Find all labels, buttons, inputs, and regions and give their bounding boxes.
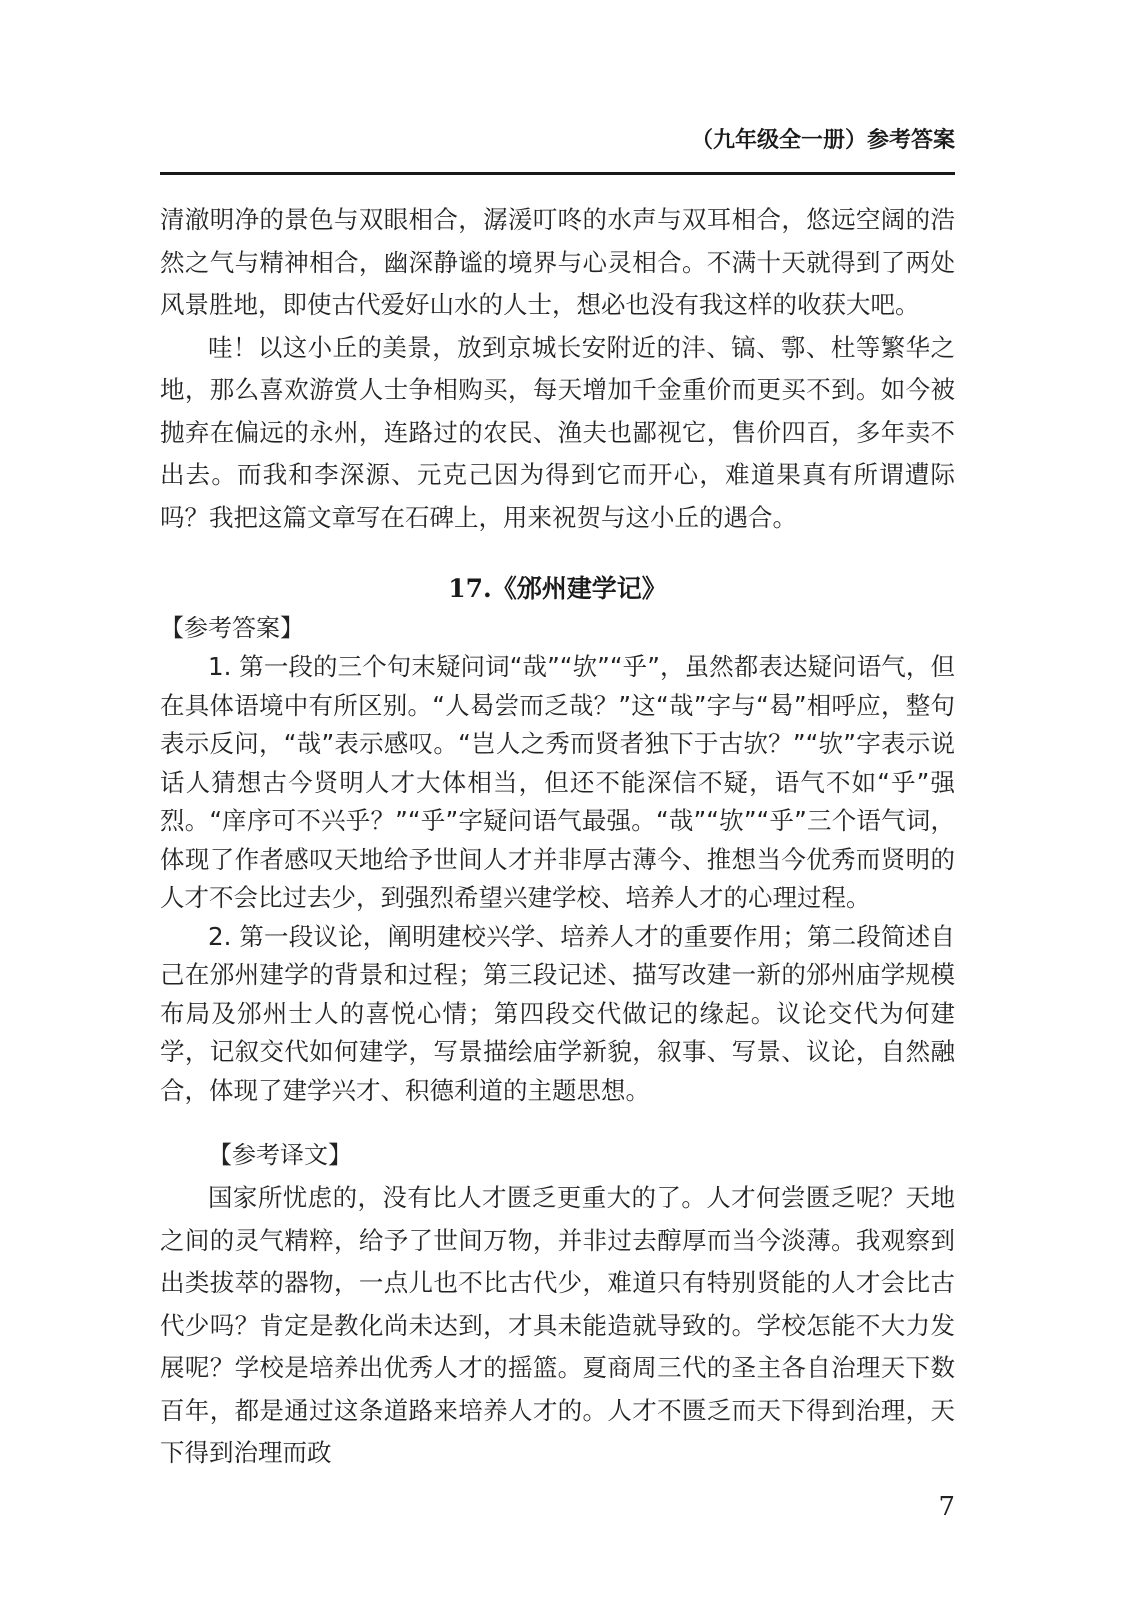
answer-item-2: 2. 第一段议论，阐明建校兴学、培养人才的重要作用；第二段简述自己在邠州建学的背景和过程；第三段记述、描写改建一新的邠州庙学规模布局及邠州士人的喜悦心情；第四段交代做记的缘起。议论交代为何建学，记叙交代如何建学，写景描绘庙学新貌，叙事、写景、议论，自然融合，体现了建学兴才、积德利道的主题思想。 [160,921,955,1105]
intro-text [160,199,955,539]
answer-text [160,648,955,1110]
intro-paragraph-2: 哇！以这小丘的美景，放到京城长安附近的沣、镐、鄠、杜等繁华之地，那么喜欢游赏人士争相购买，每天增加千金重价而更买不到。如今被抛弃在偏远的永州，连路过的农民、渔夫也鄙视它，售价四百，多年卖不出去。而我和李深源、元克己因为得到它而开心，难道果真有所谓遭际吗？我把这篇文章写在石碑上，用来祝贺与这小丘的遇合。 [160,332,955,532]
translation-text [160,1177,955,1475]
running-header: （九年级全一册）参考答案 [690,128,955,153]
translation-paragraph-1: 国家所忧虑的，没有比人才匮乏更重大的了。人才何尝匮乏呢？天地之间的灵气精粹，给予了世间万物，并非过去醇厚而当今淡薄。我观察到出类拔萃的器物，一点儿也不比古代少，难道只有特别贤能的人才会比古代少吗？肯定是教化尚未达到，才具未能造就导致的。学校怎能不大力发展呢？学校是培养出优秀人才的摇篮。夏商周三代的圣主各自治理天下数百年，都是通过这条道路来培养人才的。人才不匮乏而天下得到治理，天下得到治理而政 [160,1183,955,1467]
translation-label: 【参考译文】 [208,1141,352,1169]
answer-item-1: 1. 第一段的三个句末疑问词“哉”“欤”“乎”，虽然都表达疑问语气，但在具体语境中有所区别。“人曷尝而乏哉？”这“哉”字与“曷”相呼应，整句表示反问，“哉”表示感叹。“岂人之秀而贤者独下于古欤？”“欤”字表示说话人猜想古今贤明人才大体相当，但还不能深信不疑，语气不如“乎”强烈。“庠序可不兴乎？”“乎”字疑问语气最强。“哉”“欤”“乎”三个语气词，体现了作者感叹天地给予世间人才并非厚古薄今、推想当今优秀而贤明的人才不会比过去少，到强烈希望兴建学校、培养人才的心理过程。 [160,652,955,912]
page-number: 7 [938,1492,955,1522]
intro-paragraph-1: 清澈明净的景色与双眼相合，潺湲叮咚的水声与双耳相合，悠远空阔的浩然之气与精神相合，幽深静谧的境界与心灵相合。不满十天就得到了两处风景胜地，即使古代爱好山水的人士，想必也没有我这样的收获大吧。 [160,205,955,319]
header-rule [160,172,955,175]
section-title: 17.《邠州建学记》 [448,574,667,603]
answer-label: 【参考答案】 [160,614,304,642]
